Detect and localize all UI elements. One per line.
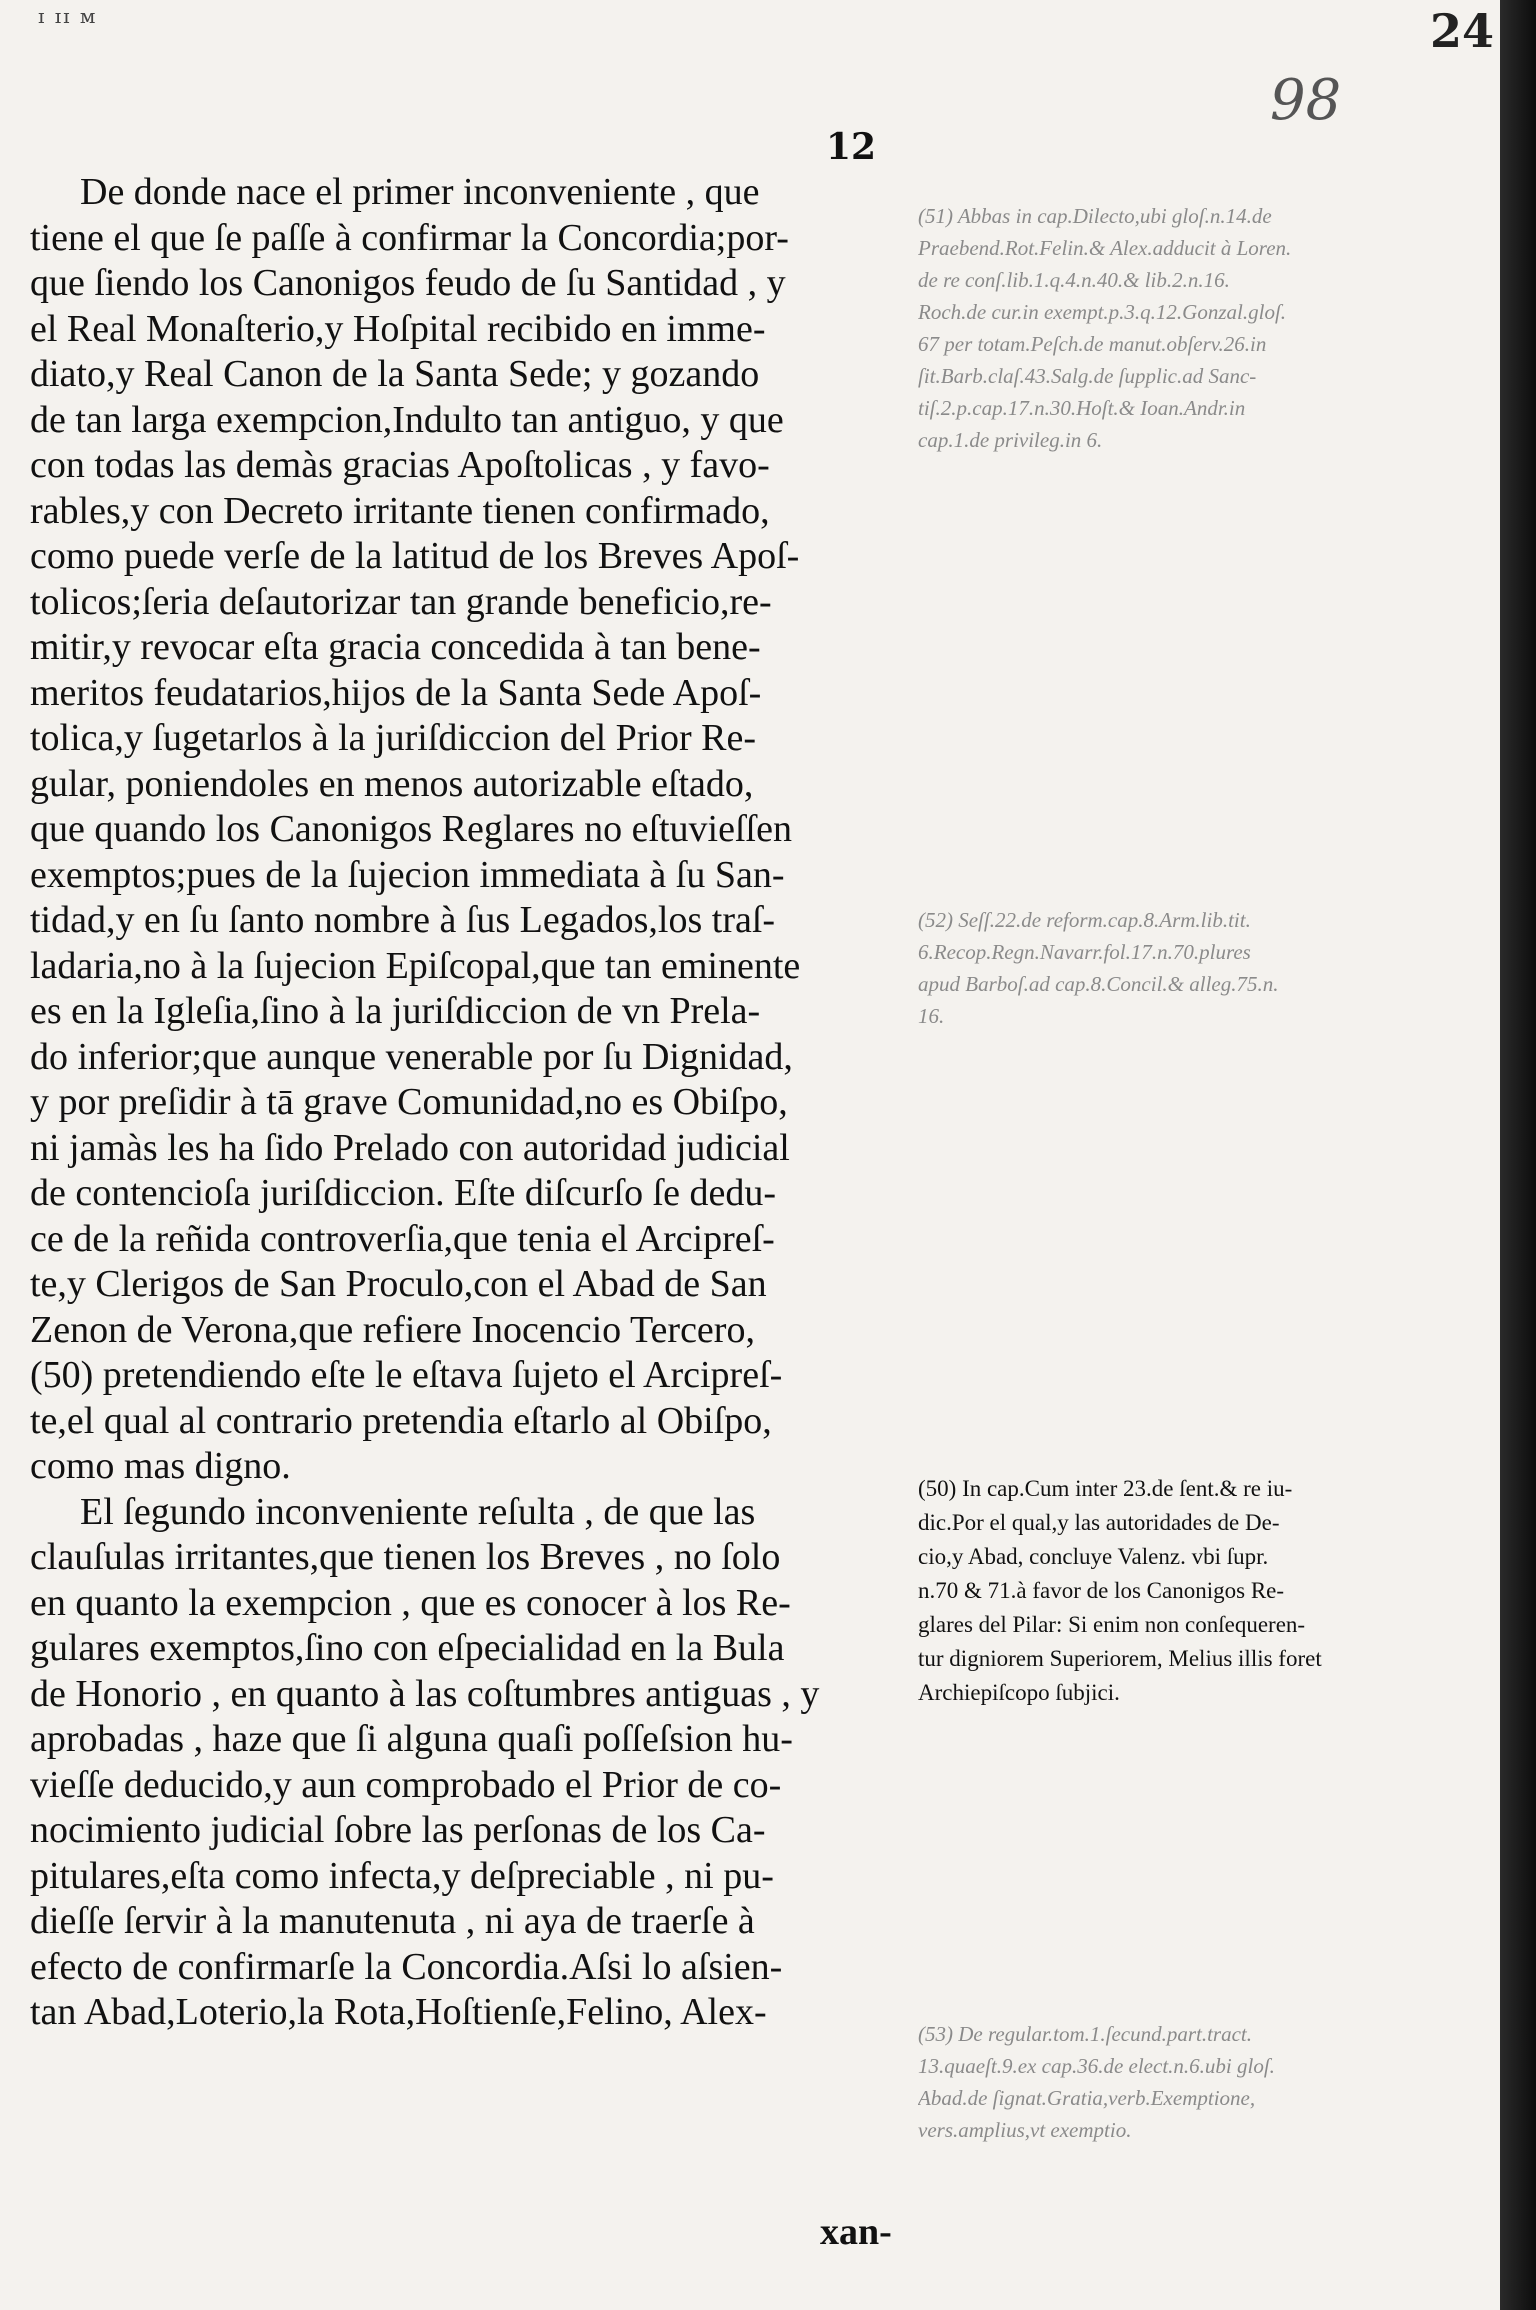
text-line: ni jamàs les ha ſido Prelado con autoridad judicial [30, 1126, 790, 1169]
book-edge [1500, 0, 1536, 2310]
text-line: efecto de confirmarſe la Concordia.Aſsi lo aſsien- [30, 1945, 783, 1988]
text-line: vieſſe deducido,y aun comprobado el Prior de co- [30, 1763, 782, 1806]
note-line: (52) Seſſ.22.de reform.cap.8.Arm.lib.tit. [918, 908, 1251, 932]
note-line: (51) Abbas in cap.Dilecto,ubi gloſ.n.14.de [918, 204, 1272, 228]
catchword: xan- [820, 2211, 892, 2253]
marginal-note-53 [918, 2018, 1478, 2146]
note-line: 16. [918, 1004, 945, 1028]
text-line: tolica,y ſugetarlos à la juriſdiccion del Prior Re- [30, 717, 757, 759]
text-line: do inferior;que aunque venerable por ſu Dignidad, [30, 1035, 793, 1078]
top-left-mark: ɪ ɪɪ ᴍ [38, 4, 98, 28]
note-line: (50) In cap.Cum inter 23.de ſent.& re iu- [918, 1476, 1293, 1501]
text-line: tidad,y en ſu ſanto nombre à ſus Legados,los traſ- [30, 899, 776, 941]
text-line: gulares exemptos,ſino con eſpecialidad en la Bula [30, 1627, 785, 1669]
marginal-note-51 [918, 200, 1478, 456]
page-number: 12 [826, 126, 877, 168]
text-line: de tan larga exempcion,Indulto tan antiguo, y que [30, 398, 784, 441]
text-line: clauſulas irritantes,que tienen los Breves , no ſolo [30, 1536, 781, 1578]
note-line: tur digniorem Superiorem, Melius illis foret [918, 1646, 1322, 1671]
text-line: nocimiento judicial ſobre las perſonas de los Ca- [30, 1809, 766, 1851]
note-line: tiſ.2.p.cap.17.n.30.Hoſt.& Ioan.Andr.in [918, 396, 1246, 420]
text-line: ladaria,no à la ſujecion Epiſcopal,que tan eminente [30, 944, 801, 987]
marginal-note-52 [918, 904, 1478, 1032]
note-line: dic.Por el qual,y las autoridades de De- [918, 1510, 1280, 1535]
text-line: el Real Monaſterio,y Hoſpital recibido en imme- [30, 307, 766, 350]
text-line: como puede verſe de la latitud de los Breves Apoſ- [30, 535, 800, 577]
text-line: te,y Clerigos de San Proculo,con el Abad de San [30, 1263, 767, 1305]
text-line: que quando los Canonigos Reglares no eſtuvieſſen [30, 808, 792, 850]
text-line: tan Abad,Loterio,la Rota,Hoſtienſe,Felino, Alex- [30, 1991, 767, 2033]
note-line: 6.Recop.Regn.Navarr.fol.17.n.70.plures [918, 940, 1251, 964]
text-line: dieſſe ſervir à la manutenuta , ni aya de traerſe à [30, 1900, 755, 1942]
note-line: vers.amplius,vt exemptio. [918, 2118, 1132, 2142]
note-line: n.70 & 71.à favor de los Canonigos Re- [918, 1578, 1285, 1603]
note-line: Archiepiſcopo ſubjici. [918, 1680, 1120, 1705]
text-line: El ſegundo inconveniente reſulta , de que las [80, 1490, 756, 1533]
text-line: pitulares,eſta como infecta,y deſpreciable , ni pu- [30, 1854, 774, 1897]
note-line: Praebend.Rot.Felin.& Alex.adducit à Loren. [918, 236, 1292, 260]
note-line: ſit.Barb.claſ.43.Salg.de ſupplic.ad Sanc- [918, 364, 1257, 388]
text-line: en quanto la exempcion , que es conocer à los Re- [30, 1581, 791, 1624]
folio-number: 24 [1430, 4, 1495, 58]
marginal-note-50 [918, 1472, 1493, 1710]
note-line: glares del Pilar: Si enim non conſequeren- [918, 1612, 1306, 1637]
text-line: mitir,y revocar eſta gracia concedida à tan bene- [30, 626, 761, 668]
note-line: cap.1.de privileg.in 6. [918, 428, 1103, 452]
note-line: Roch.de cur.in exempt.p.3.q.12.Gonzal.gloſ. [918, 300, 1287, 324]
text-line: como mas digno. [30, 1445, 291, 1487]
note-line: 13.quaeſt.9.ex cap.36.de elect.n.6.ubi gloſ. [918, 2054, 1275, 2078]
text-line: De donde nace el primer inconveniente , que [80, 171, 760, 213]
text-line: es en la Igleſia,ſino à la juriſdiccion de vn Prela- [30, 990, 761, 1032]
text-line: con todas las demàs gracias Apoſtolicas , y favo- [30, 444, 770, 486]
handwritten-page-number: 98 [1270, 68, 1342, 133]
text-line: (50) pretendiendo eſte le eſtava ſujeto el Arcipreſ- [30, 1354, 783, 1396]
text-line: aprobadas , haze que ſi alguna quaſi poſſeſsion hu- [30, 1718, 793, 1760]
text-line: te,el qual al contrario pretendia eſtarlo al Obiſpo, [30, 1399, 772, 1442]
main-text-column [30, 170, 900, 2036]
text-line: de contencioſa juriſdiccion. Eſte diſcurſo ſe dedu- [30, 1172, 777, 1214]
text-line: que ſiendo los Canonigos feudo de ſu Santidad , y [30, 262, 786, 304]
text-line: exemptos;pues de la ſujecion immediata à ſu San- [30, 853, 785, 896]
text-line: tiene el que ſe paſſe à confirmar la Concordia;por- [30, 216, 789, 259]
text-line: y por preſidir à tā grave Comunidad,no es Obiſpo, [30, 1081, 788, 1123]
note-line: de re conſ.lib.1.q.4.n.40.& lib.2.n.16. [918, 268, 1230, 292]
note-line: (53) De regular.tom.1.ſecund.part.tract. [918, 2022, 1253, 2046]
text-line: de Honorio , en quanto à las coſtumbres antiguas , y [30, 1672, 820, 1715]
text-line: diato,y Real Canon de la Santa Sede; y gozando [30, 353, 760, 395]
text-line: tolicos;ſeria deſautorizar tan grande beneficio,re- [30, 580, 772, 623]
text-line: ce de la reñida controverſia,que tenia el Arcipreſ- [30, 1217, 775, 1260]
text-line: rables,y con Decreto irritante tienen confirmado, [30, 489, 770, 532]
note-line: apud Barboſ.ad cap.8.Concil.& alleg.75.n. [918, 972, 1279, 996]
note-line: Abad.de ſignat.Gratia,verb.Exemptione, [918, 2086, 1256, 2110]
text-line: meritos feudatarios,hijos de la Santa Sede Apoſ- [30, 671, 762, 714]
note-line: 67 per totam.Peſch.de manut.obſerv.26.in [918, 332, 1267, 356]
note-line: cio,y Abad, concluye Valenz. vbi ſupr. [918, 1544, 1269, 1569]
text-line: Zenon de Verona,que refiere Inocencio Tercero, [30, 1308, 755, 1351]
text-line: gular, poniendoles en menos autorizable eſtado, [30, 762, 754, 805]
